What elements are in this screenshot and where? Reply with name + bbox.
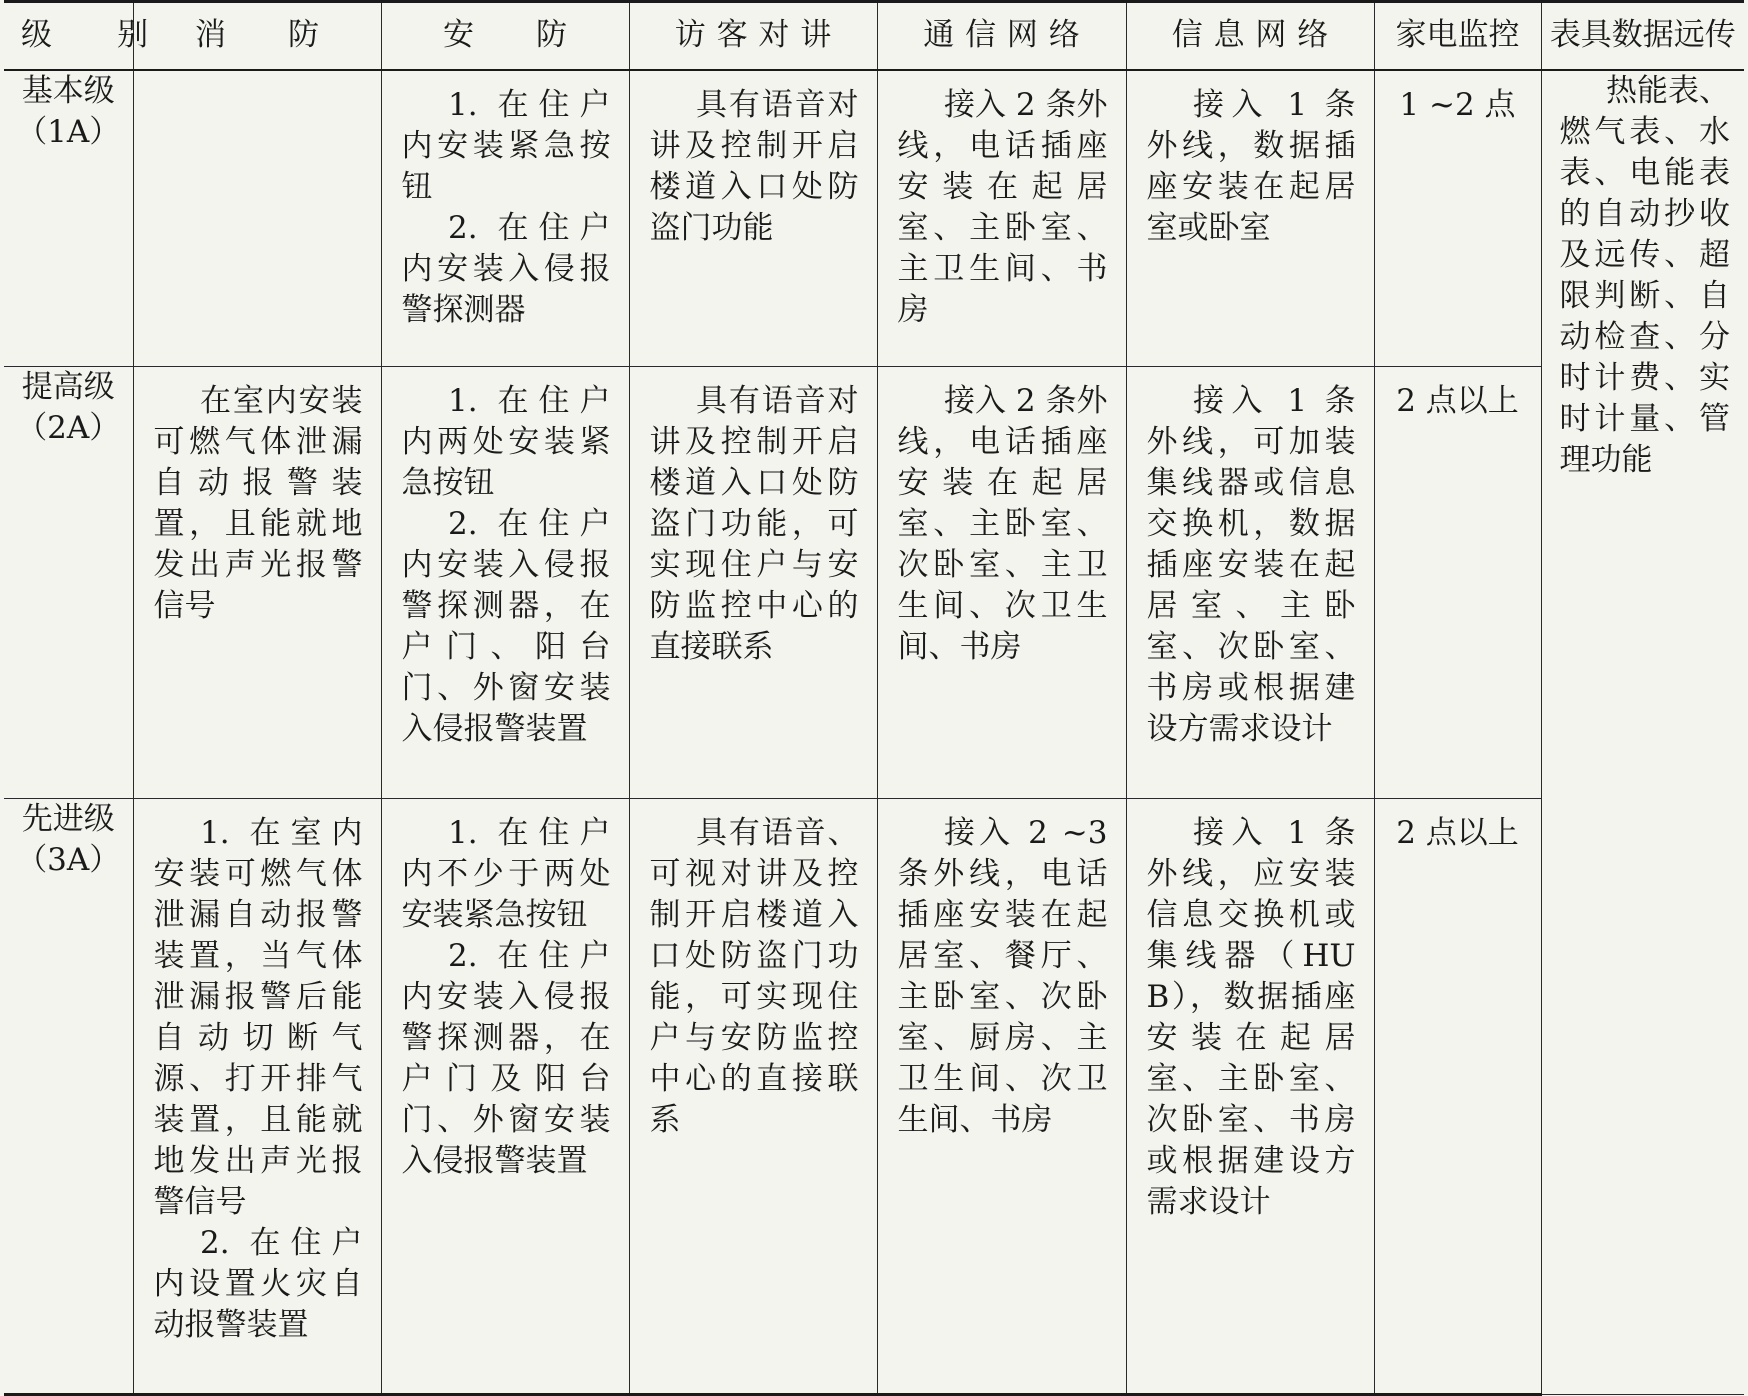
fire-cell-advanced	[133, 799, 381, 1395]
header-infonet: 信息网络	[1126, 2, 1374, 70]
header-row	[4, 2, 1744, 70]
level-name: 基本级	[21, 72, 115, 109]
infonet-text: 接入 1 条外线，应安装信息交换机或集线器（HUB），数据插座安装在起居室、主卧室、次卧室、书房或根据建设方需求设计	[1146, 815, 1356, 1220]
level-code: （2A）	[16, 410, 121, 446]
appliance-cell-basic	[1374, 70, 1541, 367]
security-item: 1. 在住户内安装紧急按钮	[401, 86, 611, 205]
level-cell-advanced	[4, 799, 133, 1395]
telecom-cell-basic	[877, 70, 1126, 367]
infonet-cell-basic	[1126, 70, 1374, 367]
header-intercom: 访客对讲	[629, 2, 877, 70]
infonet-cell-advanced	[1126, 799, 1374, 1395]
intercom-text: 具有语音对讲及控制开启楼道入口处防盗门功能	[649, 86, 859, 246]
level-cell-basic	[4, 70, 133, 367]
meter-text: 热能表、燃气表、水表、电能表的自动抄收及远传、超限判断、自动检查、分时计费、实时计量、管理功能	[1559, 72, 1730, 478]
level-name: 先进级	[21, 801, 115, 837]
appliance-text: 2 点以上	[1396, 815, 1519, 851]
appliance-text: 2 点以上	[1396, 383, 1519, 419]
header-meter: 表具数据远传	[1541, 2, 1744, 70]
intercom-text: 具有语音对讲及控制开启楼道入口处防盗门功能，可实现住户与安防监控中心的直接联系	[649, 383, 859, 665]
intercom-cell-advanced	[629, 799, 877, 1395]
table-row-basic	[4, 70, 1744, 367]
fire-item: 2. 在住户内设置火灾自动报警装置	[153, 1225, 363, 1343]
infonet-text: 接入 1 条外线，可加装集线器或信息交换机，数据插座安装在起居室、主卧室、次卧室、书房或根据建设方需求设计	[1146, 383, 1356, 747]
header-fire: 消 防	[133, 2, 381, 70]
telecom-text: 接入 2 条外线，电话插座安装在起居室、主卧室、主卫生间、书房	[897, 86, 1108, 328]
fire-cell-basic	[133, 70, 381, 367]
header-level: 级 别	[4, 2, 133, 70]
intercom-text: 具有语音、可视对讲及控制开启楼道入口处防盗门功能，可实现住户与安防监控中心的直接联系	[649, 815, 859, 1138]
residence-intelligence-table	[4, 0, 1744, 1396]
telecom-text: 接入 2 条外线，电话插座安装在起居室、主卧室、次卧室、主卫生间、次卫生间、书房	[897, 383, 1108, 665]
appliance-cell-improved	[1374, 367, 1541, 799]
security-cell-improved	[381, 367, 629, 799]
intercom-cell-basic	[629, 70, 877, 367]
fire-cell-improved	[133, 367, 381, 799]
level-code: （3A）	[16, 842, 121, 878]
level-name: 提高级	[21, 369, 115, 405]
telecom-cell-improved	[877, 367, 1126, 799]
infonet-cell-improved	[1126, 367, 1374, 799]
table-row-improved	[4, 367, 1744, 799]
fire-item: 1. 在室内安装可燃气体泄漏自动报警装置，当气体泄漏报警后能自动切断气源、打开排气装置，且能就地发出声光报警信号	[153, 815, 363, 1220]
header-appliance: 家电监控	[1374, 2, 1541, 70]
telecom-cell-advanced	[877, 799, 1126, 1395]
table-row-advanced	[4, 799, 1744, 1395]
infonet-text: 接入 1 条外线，数据插座安装在起居室或卧室	[1146, 86, 1356, 246]
fire-item: 在室内安装可燃气体泄漏自动报警装置，且能就地发出声光报警信号	[153, 383, 363, 624]
level-cell-improved	[4, 367, 133, 799]
level-code: （1A）	[16, 113, 121, 150]
header-security: 安 防	[381, 2, 629, 70]
security-item: 2. 在住户内安装入侵报警探测器	[401, 209, 611, 328]
security-cell-advanced	[381, 799, 629, 1395]
header-telecom: 通信网络	[877, 2, 1126, 70]
meter-cell	[1541, 70, 1744, 1395]
security-item: 1. 在住户内两处安装紧急按钮	[401, 383, 611, 501]
security-item: 2. 在住户内安装入侵报警探测器，在户门、阳台门、外窗安装入侵报警装置	[401, 506, 611, 747]
appliance-text: 1 ~2 点	[1399, 86, 1516, 123]
security-cell-basic	[381, 70, 629, 367]
security-item: 1. 在住户内不少于两处安装紧急按钮	[401, 815, 611, 933]
intercom-cell-improved	[629, 367, 877, 799]
telecom-text: 接入 2 ~3 条外线，电话插座安装在起居室、餐厅、主卧室、次卧室、厨房、主卫生间、次卫生间、书房	[897, 815, 1108, 1138]
appliance-cell-advanced	[1374, 799, 1541, 1395]
security-item: 2. 在住户内安装入侵报警探测器，在户门及阳台门、外窗安装入侵报警装置	[401, 938, 611, 1179]
